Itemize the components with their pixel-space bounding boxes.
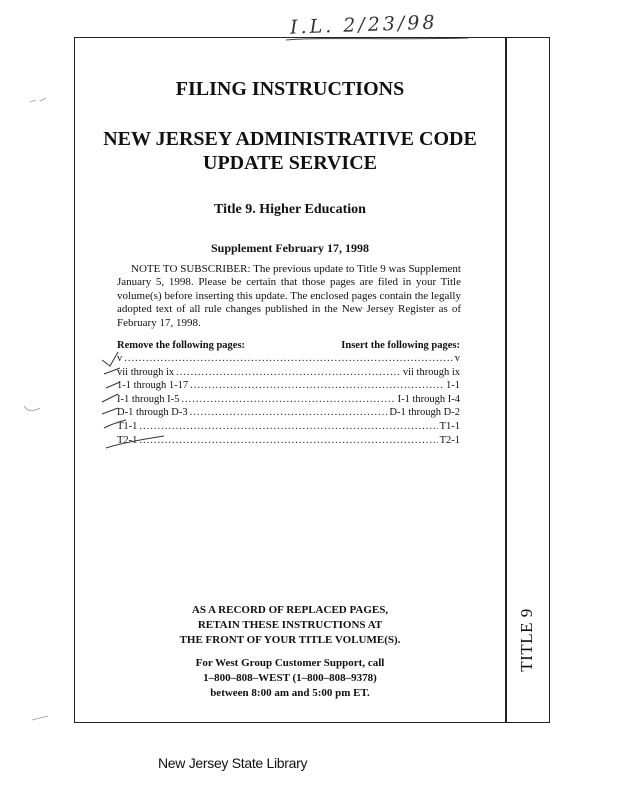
- insert-page: vii through ix: [402, 366, 460, 378]
- page-row: [117, 420, 460, 434]
- insert-page: 1-1: [446, 380, 460, 392]
- remove-page: D-1 through D-3: [117, 407, 188, 419]
- scan-mark: [22, 404, 44, 414]
- page-title: FILING INSTRUCTIONS: [175, 78, 405, 100]
- remove-page: T1-1: [117, 420, 138, 432]
- record-line3: THE FRONT OF YOUR TITLE VOLUME(S).: [179, 634, 401, 646]
- remove-page: T2-1: [117, 434, 138, 446]
- scan-mark: [30, 714, 52, 724]
- code-title-line2: UPDATE SERVICE: [203, 152, 377, 174]
- dot-leader: [176, 366, 401, 380]
- supplement-date: Supplement February 17, 1998: [210, 241, 369, 255]
- page-row: [117, 406, 460, 420]
- support-line3: between 8:00 am and 5:00 pm ET.: [210, 687, 370, 699]
- handwritten-check-marks: [98, 338, 168, 458]
- insert-page: v: [454, 353, 460, 364]
- remove-page: vii through ix: [117, 366, 175, 378]
- page-row: [117, 379, 460, 393]
- dot-leader: [139, 420, 437, 434]
- note-to-subscriber: NOTE TO SUBSCRIBER: The previous update to Title 9 was Supplement January 5, 1998. Please be certain that those pages are filed in your Title volume(s) before inserting this update. The enclosed pages contain the legally adopted text of all rule changes published in the New Jersey Register as of February 17, 1998.: [117, 263, 461, 329]
- record-line1: AS A RECORD OF REPLACED PAGES,: [191, 604, 389, 616]
- insert-page: D-1 through D-2: [389, 407, 460, 419]
- remove-page: v: [117, 353, 123, 364]
- insert-pages-heading: Insert the following pages:: [341, 340, 460, 351]
- dot-leader: [139, 434, 437, 448]
- remove-pages-heading: Remove the following pages:: [117, 340, 246, 351]
- support-line2: 1–800–808–WEST (1–800–808–9378): [203, 672, 377, 684]
- support-line1: For West Group Customer Support, call: [195, 657, 385, 669]
- library-stamp: New Jersey State Library: [158, 755, 308, 771]
- record-notice: [76, 603, 504, 648]
- code-title-line1: NEW JERSEY ADMINISTRATIVE CODE: [103, 128, 477, 150]
- dot-leader: [190, 406, 388, 420]
- insert-page: T1-1: [439, 420, 460, 432]
- insert-page: T2-1: [439, 434, 460, 446]
- dot-leader: [124, 352, 453, 366]
- page-row: [117, 393, 460, 407]
- page-row: [117, 366, 460, 380]
- page-row: [117, 434, 460, 448]
- page-row: [117, 352, 460, 366]
- remove-page: I-1 through I-5: [117, 393, 180, 405]
- remove-page: 1-1 through 1-17: [117, 380, 189, 392]
- title-subject: Title 9. Higher Education: [214, 202, 366, 217]
- record-line2: RETAIN THESE INSTRUCTIONS AT: [197, 619, 383, 631]
- scan-mark: [28, 96, 50, 106]
- page-list: [117, 352, 460, 447]
- customer-support-info: [76, 656, 504, 701]
- dot-leader: [190, 379, 444, 393]
- tab-divider: [505, 37, 507, 723]
- dot-leader: [181, 393, 395, 407]
- code-title: [76, 127, 504, 175]
- insert-page: I-1 through I-4: [397, 393, 460, 405]
- handwritten-initials-date: I.L. 2/23/98: [289, 11, 438, 39]
- title-tab-label: TITLE 9: [517, 608, 536, 672]
